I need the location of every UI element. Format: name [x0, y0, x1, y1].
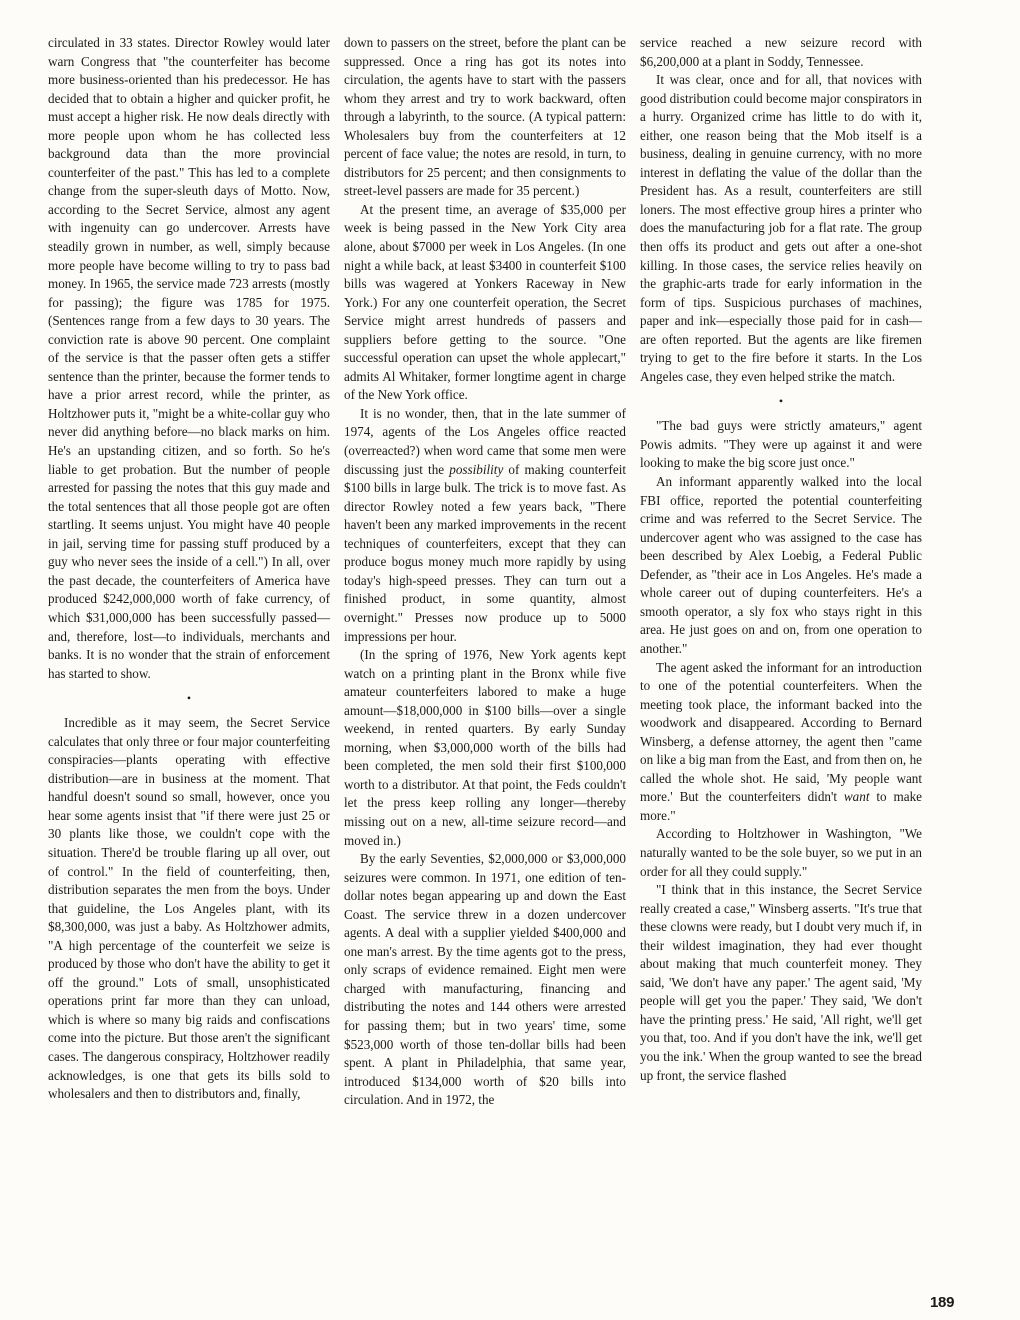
- paragraph: circulated in 33 states. Director Rowley would later warn Congress that "the counterfeiter has become more business-oriented than his predecessor. He has decided that to obtain a higher and quicker profit, he must accept a higher risk. He now deals directly with more people upon whom he has collected less background data than the more provincial counterfeiter of the past." This has led to a complete change from the super-sleuth days of Motto. Now, according to the Secret Service, almost any agent with ingenuity can go undercover. Arrests have steadily grown in number, as well, simply because more people have become willing to try to pass bad money. In 1965, the service made 723 arrests (mostly for passing); the figure was 1785 for 1975. (Sentences range from a few days to 30 years. The conviction rate is above 90 percent. One complaint of the service is that the passer often gets a stiffer sentence than the printer, because the former tends to have a prior arrest record, while the printer, as Holtzhower puts it, "might be a white-collar guy who never did anything before—no black marks on him. He's an upstanding citizen, and so forth. So he's liable to get probation. But the number of people arrested for passing the notes that this guy made and the total sentences that all those people got are often startling. It seems unjust. You might have 40 people in jail, serving time for passing stuff produced by a guy who never sees the inside of a cell.") In all, over the past decade, the counterfeiters of America have produced $242,000,000 worth of fake currency, of which $31,000,000 has been successfully passed—and, therefore, lost—to individuals, merchants and banks. It is no wonder that the strain of enforcement has started to show.: [48, 35, 330, 681]
- paragraph-text: The agent asked the informant for an introduction to one of the potential counterfeiters. When the meeting took place, the informant backed into the woodwork and disappeared. According to Bernard Winsberg, a defense attorney, the agent then "came on like a big man from the East, and from then on, he called the whole shot. He said, 'My people want more.' But the counterfeiters didn't: [640, 659, 922, 805]
- paragraph: An informant apparently walked into the local FBI office, reported the potential counterfeiting crime and was referred to the Secret Service. The undercover agent who was assigned to the case has been described by Alex Loebig, a Federal Public Defender, as "their ace in Los Angeles. He's made a whole career out of duping counterfeiters. He's a smooth operator, a sly fox who stays right in this area. He just goes on and on, from one operation to another.": [640, 474, 922, 656]
- text-column-1: [48, 34, 330, 1104]
- paragraph: At the present time, an average of $35,000 per week is being passed in the New York City area alone, about $7000 per week in Los Angeles. (In one night a while back, at least $3400 in counterfeit $100 bills was wagered at Yonkers Raceway in New York.) For any one counterfeit operation, the Secret Service might arrest hundreds of passers and suppliers before getting to the source. "One successful operation can upset the whole applecart," admits Al Whitaker, former longtime agent in charge of the New York office.: [344, 201, 626, 403]
- text-column-2: [344, 34, 626, 1110]
- paragraph: According to Holtzhower in Washington, "We naturally wanted to be the sole buyer, so we put in an order for all they could supply.": [640, 826, 922, 879]
- paragraph-text: to make more.": [640, 789, 923, 823]
- paragraph-text: of making counterfeit $100 bills in large bulk. The trick is to move fast. As director Rowley noted a few years back, "There haven't been any marked improvements in the recent techniques of counterfeiters, except that they can produce bogus money much more rapidly by using today's high-speed presses. They can turn out a finished product, in some quantity, almost overnight." Presses now produce up to 5000 impressions per hour.: [344, 461, 626, 644]
- paragraph: "The bad guys were strictly amateurs," agent Powis admits. "They were up against it and were looking to make the big score just once.": [640, 418, 922, 471]
- section-bullet: •: [778, 394, 784, 409]
- paragraph: Incredible as it may seem, the Secret Service calculates that only three or four major counterfeiting conspiracies—plants operating with effective distribution—are in business at the moment. That handful doesn't sound so small, however, once you hear some agents insist that "if there were just 25 or 30 plants like those, we couldn't cope with the situation. There'd be trouble flaring up all over, out of control." In the field of counterfeiting, then, distribution separates the men from the boys. Under that guideline, the Los Angeles plant, with its $8,300,000, was just a baby. As Holtzhower admits, "A high percentage of the counterfeit we seize is produced by those who don't have the ability to get it off the ground." Lots of small, unsophisticated operations print far more than they can unload, which is where so many big raids and confiscations come into the picture. But those aren't the significant cases. The dangerous conspiracy, Holtzhower readily acknowledges, is one that gets its bills sold to wholesalers and then to distributors and, finally,: [48, 715, 330, 1102]
- text-column-3: [640, 34, 922, 1085]
- paragraph: down to passers on the street, before the plant can be suppressed. Once a ring has got its notes into circulation, the agents have to start with the passers whom they arrest and try to work backward, often through a labyrinth, to the source. (A typical pattern: Wholesalers buy from the counterfeiters at 12 percent of face value; the notes are resold, in turn, to distributors for 25 percent; and then consignments to street-level passers are made for 35 percent.): [344, 35, 626, 199]
- page-number: 189: [930, 1294, 955, 1311]
- paragraph: "I think that in this instance, the Secret Service really created a case," Winsberg asserts. "It's true that these clowns were ready, but I doubt very much if, in their wildest imagination, they had ever thought about making that much counterfeit money. They said, 'We don't have any paper.' The agent said, 'My people will get you the paper.' They said, 'We don't have the printing press.' He said, 'All right, we'll get you that, too. And if you don't have the ink, we'll get you the ink.' When the group wanted to see the bread up front, the service flashed: [640, 882, 922, 1083]
- emphasized-word: want: [843, 789, 870, 805]
- section-bullet: •: [186, 691, 192, 706]
- paragraph: service reached a new seizure record with $6,200,000 at a plant in Soddy, Tennessee.: [640, 35, 922, 69]
- emphasized-word: possibility: [449, 461, 504, 477]
- paragraph-text: It is no wonder, then, that in the late summer of 1974, agents of the Los Angeles office reacted (overreacted?) when word came that some men were discussing just the: [344, 405, 626, 477]
- paragraph: [344, 405, 626, 646]
- paragraph: (In the spring of 1976, New York agents kept watch on a printing plant in the Bronx while five amateur counterfeiters labored to make a huge amount—$18,000,000 in $100 bills—over a single weekend, in rented quarters. By early Sunday morning, when $3,000,000 worth of the bills had been completed, the men sold their first $100,000 worth to a distributor. At that point, the Feds couldn't let the press keep rolling any longer—thereby missing out on a new, all-time seizure record—and moved in.): [344, 647, 626, 848]
- paragraph: By the early Seventies, $2,000,000 or $3,000,000 seizures were common. In 1971, one edition of ten-dollar notes began appearing up and down the East Coast. The service threw in a dozen undercover agents. A deal with a supplier yielded $400,000 and one man's arrest. By the time agents got to the press, only scraps of evidence remained. Eight men were charged with manufacturing, financing and distributing the notes and 144 others were arrested for passing them; but in two years' time, some $523,000 worth of those ten-dollar bills had been spent. A plant in Philadelphia, that same year, introduced $134,000 worth of $20 bills into circulation. And in 1972, the: [344, 851, 626, 1108]
- paragraph: It was clear, once and for all, that novices with good distribution could become major conspirators in a hurry. Organized crime has little to do with it, either, one reason being that the Mob itself is a business, dealing in genuine currency, with no more interest in deflating the value of the dollar than the President has. As a result, counterfeiters are still loners. The most effective group hires a printer who does the manufacturing job for a flat rate. The group then offs its product and gets out after a one-shot killing. In those cases, the service relies heavily on the graphic-arts trade for early information in the form of tips. Suspicious purchases of machines, paper and ink—especially those paid for in cash—are often reported. But the agents are like firemen trying to get to the fire before it starts. In the Los Angeles case, they even helped strike the match.: [640, 72, 922, 384]
- paragraph: [640, 659, 922, 826]
